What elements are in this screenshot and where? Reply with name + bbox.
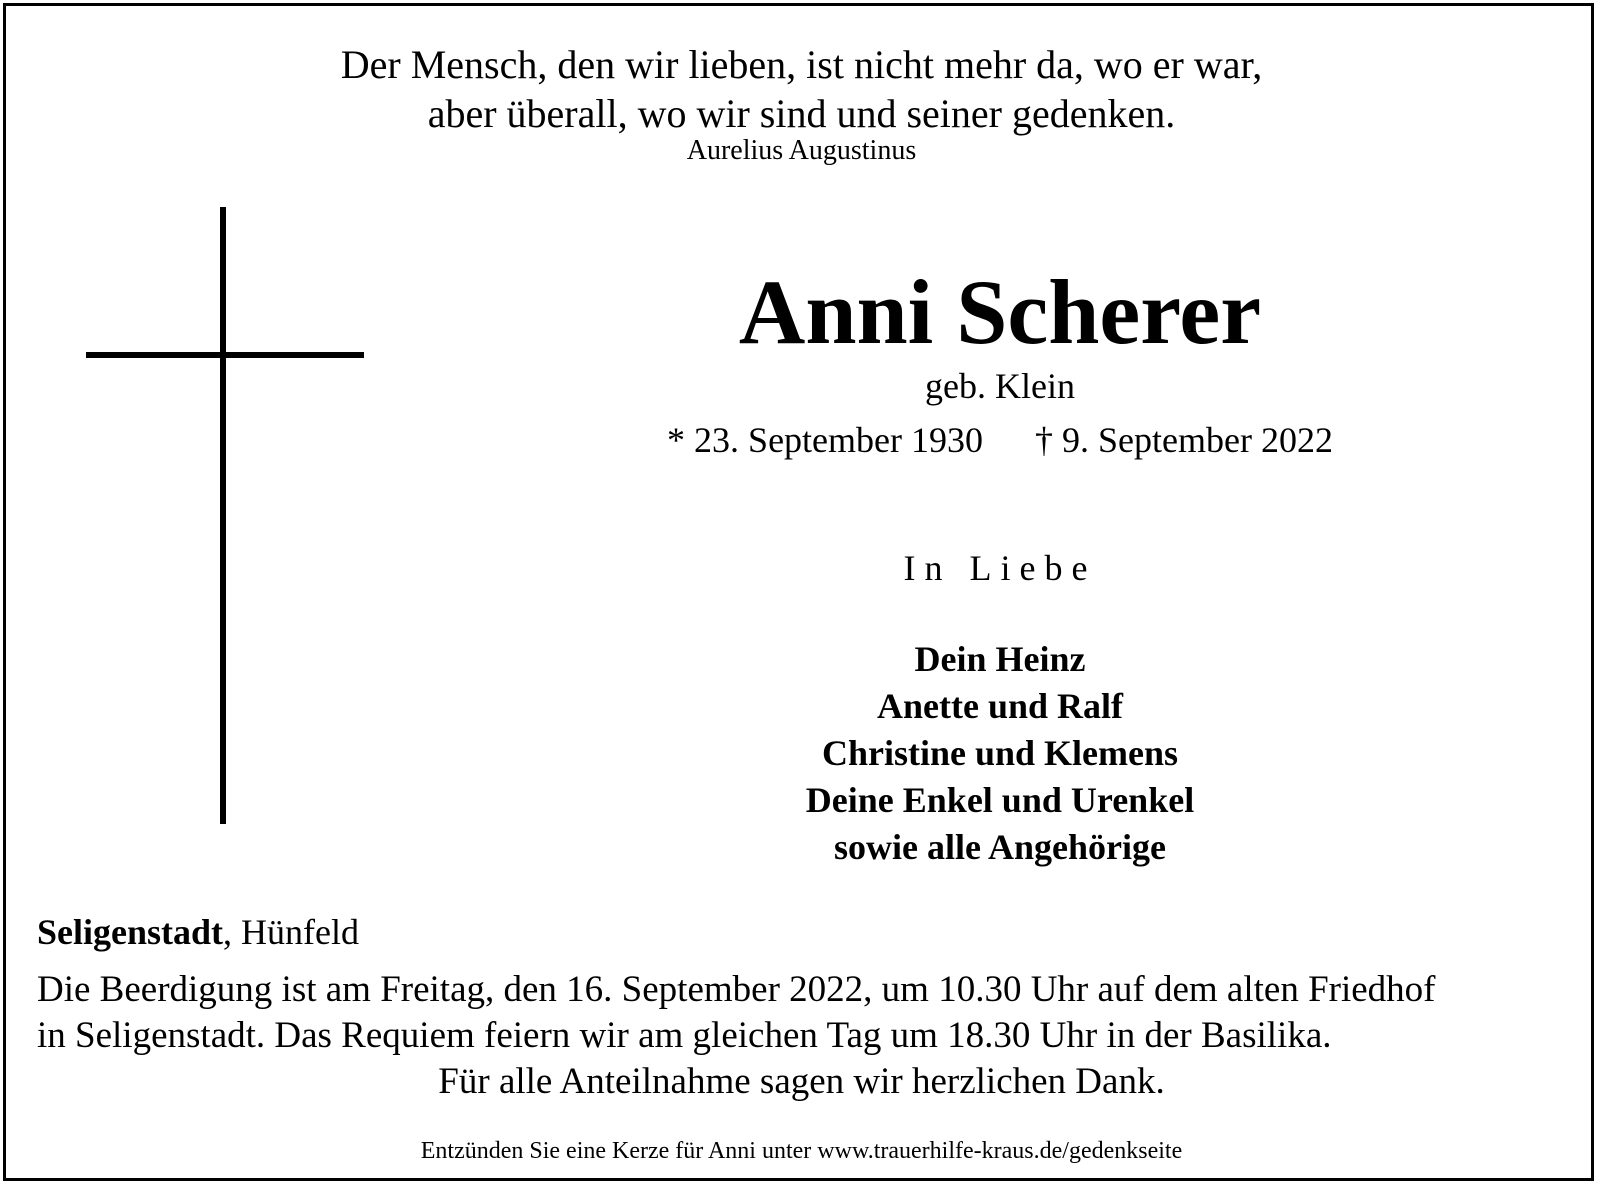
life-dates <box>600 418 1400 462</box>
death-date: † 9. September 2022 <box>1035 420 1333 460</box>
place-primary: Seligenstadt <box>37 912 224 952</box>
deceased-name: Anni Scherer <box>738 261 1262 363</box>
quote-line: aber überall, wo wir sind und seiner gedenken. <box>427 91 1176 136</box>
quote-author: Aurelius Augustinus <box>686 135 917 166</box>
mourners-list <box>600 636 1400 871</box>
mourner: Anette und Ralf <box>876 686 1123 726</box>
funeral-line: in Seligenstadt. Das Requiem feiern wir am gleichen Tag um 18.30 Uhr in der Basilika. <box>37 1015 1332 1056</box>
funeral-line: Die Beerdigung ist am Freitag, den 16. September 2022, um 10.30 Uhr auf dem alten Friedhof <box>37 969 1436 1010</box>
mourner: Deine Enkel und Urenkel <box>805 780 1195 820</box>
birth-date: * 23. September 1930 <box>667 420 983 460</box>
in-love-heading: In Liebe <box>903 548 1097 588</box>
thanks-line: Für alle Anteilnahme sagen wir herzlichen Dank. <box>438 1061 1165 1102</box>
footer-note: Entzünden Sie eine Kerze für Anni unter www.trauerhilfe-kraus.de/gedenkseite <box>420 1138 1183 1164</box>
cross-icon-bar <box>86 352 364 358</box>
mourner: Christine und Klemens <box>821 733 1179 773</box>
cross-icon <box>220 207 226 824</box>
quote <box>0 40 1603 138</box>
quote-line: Der Mensch, den wir lieben, ist nicht mehr da, wo er war, <box>340 42 1263 87</box>
funeral-info <box>37 967 1436 1059</box>
mourner: sowie alle Angehörige <box>834 827 1166 867</box>
place-line <box>37 910 359 954</box>
mourner: Dein Heinz <box>914 639 1086 679</box>
place-secondary: , Hünfeld <box>223 912 359 952</box>
maiden-name: geb. Klein <box>925 366 1075 406</box>
